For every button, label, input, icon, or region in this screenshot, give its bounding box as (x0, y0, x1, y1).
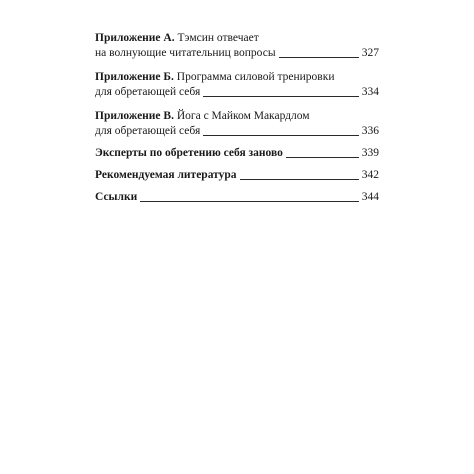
toc-entry-heading (95, 31, 379, 46)
toc-entry-row (95, 146, 379, 161)
toc-entry-prefix: Приложение В. (95, 110, 174, 122)
dot-leader (203, 95, 358, 97)
table-of-contents (95, 31, 379, 205)
toc-entry-row (95, 46, 379, 61)
toc-entry-prefix: Приложение Б. (95, 71, 174, 83)
toc-entry-row (95, 124, 379, 139)
dot-leader (203, 134, 358, 136)
dot-leader (286, 156, 359, 158)
toc-entry-title: Программа силовой тренировки (176, 71, 335, 83)
toc-entry-heading (95, 70, 379, 85)
toc-entry-appendix-a (95, 31, 379, 61)
toc-entry-title: Тэмсин отвечает (177, 32, 259, 44)
toc-page-number: 327 (361, 47, 379, 59)
toc-entry-row (95, 85, 379, 100)
toc-entry-subtitle: для обретающей себя (95, 125, 201, 137)
toc-entry-title: Эксперты по обретению себя заново (95, 147, 283, 159)
toc-page-number: 334 (361, 86, 379, 98)
toc-entry-row (95, 190, 379, 205)
toc-page-number: 339 (361, 147, 379, 159)
toc-entry-prefix: Приложение А. (95, 32, 175, 44)
toc-page-number: 342 (361, 169, 379, 181)
toc-page-number: 336 (361, 125, 379, 137)
toc-entry-references (95, 190, 379, 205)
dot-leader (140, 200, 359, 202)
toc-page-number: 344 (361, 191, 379, 203)
toc-entry-subtitle: на волнующие читательниц вопросы (95, 47, 276, 59)
toc-entry-title: Йога с Майком Макардлом (176, 110, 310, 122)
toc-entry-heading (95, 109, 379, 124)
toc-entry-row (95, 168, 379, 183)
dot-leader (240, 178, 359, 180)
toc-entry-subtitle: для обретающей себя (95, 86, 201, 98)
toc-entry-literature (95, 168, 379, 183)
toc-entry-title: Рекомендуемая литература (95, 169, 237, 181)
toc-entry-appendix-c (95, 109, 379, 139)
toc-entry-appendix-b (95, 70, 379, 100)
toc-entry-experts (95, 146, 379, 161)
toc-entry-title: Ссылки (95, 191, 138, 203)
dot-leader (279, 56, 359, 58)
